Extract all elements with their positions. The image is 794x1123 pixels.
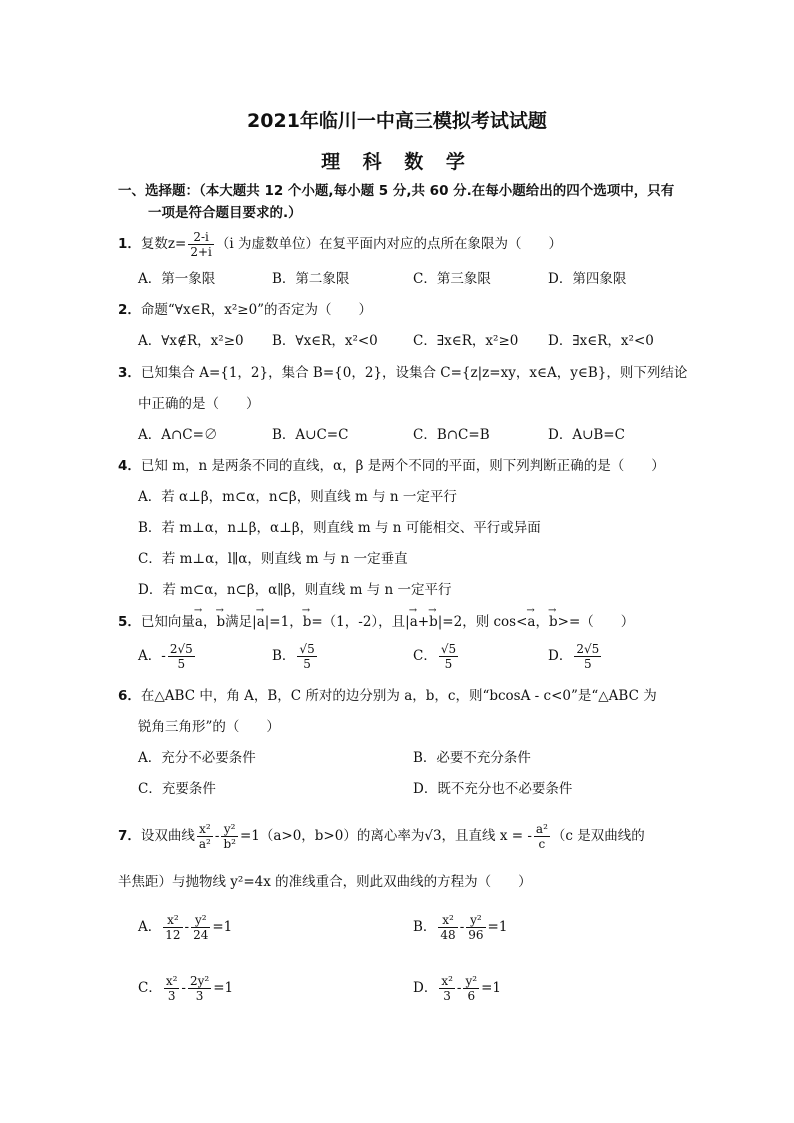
- question-6-option-b: B．必要不充分条件: [413, 750, 531, 766]
- exam-title: 2021年临川一中高三模拟考试试题: [247, 110, 547, 132]
- question-6-stem-line2: 锐角三角形”的（ ）: [138, 719, 280, 735]
- section-instructions-line1: 一、选择题：（本大题共 12 个小题,每小题 5 分,共 60 分.在每小题给出的四个选项中，只有: [118, 183, 675, 199]
- question-7-option-d: D． $\frac{\text{x²}}{3}$ - $\frac{\text{y²}}{6}$ =1: [413, 974, 501, 1003]
- question-2-number: 2．: [118, 302, 141, 318]
- question-2-option-d: D．∃x∈R，x²<0: [548, 333, 654, 349]
- question-5-option-d: D． $\frac{2√5}{5}$: [548, 642, 600, 671]
- question-5-option-b: B． $\frac{√5}{5}$: [272, 642, 315, 671]
- question-7-option-c: C． $\frac{\text{x²}}{3}$ - $\frac{\text{2y²}}{3}$ =1: [138, 974, 234, 1003]
- question-5-option-c: C． $\frac{√5}{5}$: [413, 642, 457, 671]
- question-3-option-a: A．A∩C=∅: [138, 427, 218, 443]
- question-3-option-d: D．A∪B=C: [548, 427, 625, 443]
- question-1-stem: 1．复数z= $\frac{2-i}{2+i}$ （i 为虚数单位）在复平面内对应的点所在象限为（ ）: [118, 230, 562, 259]
- question-5-number: 5．: [118, 614, 141, 630]
- question-1-option-c: C．第三象限: [413, 271, 491, 287]
- question-2-option-a: A．∀x∉R，x²≥0: [138, 333, 244, 349]
- question-7-option-b: B． $\frac{\text{x²}}{48}$ - $\frac{\text{y²}}{96}$ =1: [413, 913, 508, 942]
- question-4-stem: 4．已知 m，n 是两条不同的直线，α，β 是两个不同的平面，则下列判断正确的是（ ）: [118, 458, 665, 474]
- question-7-number: 7．: [118, 828, 141, 844]
- section-instructions-line2: 一项是符合题目要求的.）: [148, 205, 302, 221]
- question-4-option-b: B．若 m⊥α，n⊥β，α⊥β，则直线 m 与 n 可能相交、平行或异面: [138, 520, 541, 536]
- question-2-option-b: B．∀x∈R，x²<0: [272, 333, 378, 349]
- subject-title: 理 科 数 学: [321, 151, 473, 173]
- question-3-stem-line2: 中正确的是（ ）: [138, 396, 260, 412]
- question-6-stem-line1: 6．在△ABC 中，角 A，B，C 所对的边分别为 a，b，c，则“bcosA - c<0”是“△ABC 为: [118, 688, 657, 704]
- question-5-stem: 5．已知向量→ a，→ b满足|→ a|=1，→ b=（1，-2），且|→ a+→ b|=2，则 cos<→ a，→ b>=（ ）: [118, 613, 634, 631]
- question-2-stem: 2．命题“∀x∈R，x²≥0”的否定为（ ）: [118, 302, 373, 318]
- question-3-stem-line1: 3．已知集合 A={1，2}，集合 B={0，2}，设集合 C={z|z=xy，x∈A，y∈B}，则下列结论: [118, 365, 688, 381]
- question-3-option-b: B．A∪C=C: [272, 427, 349, 443]
- question-4-option-c: C．若 m⊥α，l∥α，则直线 m 与 n 一定垂直: [138, 551, 408, 567]
- question-2-option-c: C．∃x∈R，x²≥0: [413, 333, 519, 349]
- question-7-stem-line2: 半焦距）与抛物线 y²=4x 的准线重合，则此双曲线的方程为（ ）: [118, 874, 532, 890]
- question-6-option-c: C．充要条件: [138, 781, 216, 797]
- question-7-stem-line1: 7．设双曲线 $\frac{\text{x²}}{\text{a²}}$ - $\frac{\text{y²}}{\text{b²}}$ =1（a>0，b>0）的离心率为√3，且直线 x = - $\frac{\text{a²}}{c}$ （c 是双曲线的: [118, 822, 645, 851]
- question-4-number: 4．: [118, 458, 141, 474]
- question-1-fraction: $\frac{2-i}{2+i}$: [190, 230, 212, 259]
- question-1-option-d: D．第四象限: [548, 271, 627, 287]
- question-6-number: 6．: [118, 688, 141, 704]
- question-3-option-c: C．B∩C=B: [413, 427, 490, 443]
- question-5-option-a: A．- $\frac{2√5}{5}$: [138, 642, 193, 671]
- question-1-option-b: B．第二象限: [272, 271, 350, 287]
- question-4-option-a: A．若 α⊥β，m⊂α，n⊂β，则直线 m 与 n 一定平行: [138, 489, 457, 505]
- question-7-option-a: A． $\frac{\text{x²}}{12}$ - $\frac{\text{y²}}{24}$ =1: [138, 913, 233, 942]
- question-6-option-a: A．充分不必要条件: [138, 750, 256, 766]
- question-4-option-d: D．若 m⊂α，n⊂β，α∥β，则直线 m 与 n 一定平行: [138, 582, 452, 598]
- question-3-number: 3．: [118, 365, 141, 381]
- question-6-option-d: D．既不充分也不必要条件: [413, 781, 573, 797]
- question-1-number: 1．: [118, 236, 141, 252]
- question-1-option-a: A．第一象限: [138, 271, 216, 287]
